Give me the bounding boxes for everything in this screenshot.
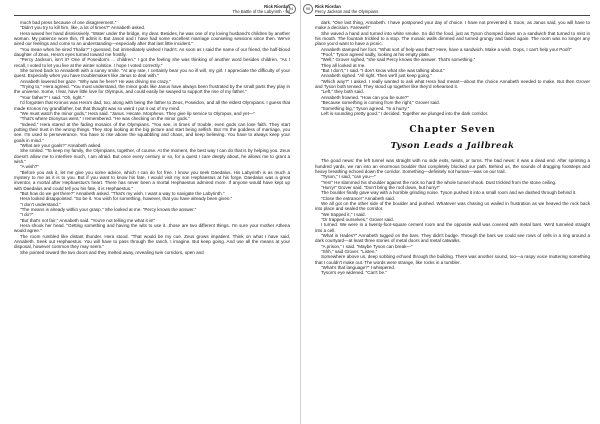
body-paragraph: I'd forgotten that Kronos was Hera's dad, too, along with being the father to Zeus, Poseidon, and all the eldest Olympians. I guess that made Kronos my grandfather, but that thought was so weird I put it out of my mind. (14, 100, 290, 111)
body-paragraph: "Shh," said Grover. "Listen." (321, 249, 378, 255)
body-paragraph: The boulder finally gave way with a horrible grinding noise. Tyson pushed it into a small room and we dashed through behind it. (321, 190, 577, 196)
body-paragraph: She waved a hand and turned into white smoke. So did the food, just as Tyson chomped down on a sandwich that turned to mist in his mouth. The fountain trickled to a stop. The mosaic walls dimmed and turned grungy and faded again. The room was no longer any place you'd want to have a picnic. (315, 30, 590, 47)
body-paragraph: "What are your goals?" Annabeth asked. (20, 142, 102, 148)
body-paragraph: "Didn't you try to kill him, like, a lot of times?" Annabeth asked. (20, 25, 146, 31)
body-paragraph: "Trying to," Hera agreed. "You must understand, the minor gods like Janus have always been frustrated by the small parts they play in the universe. Some, I fear, have little love for Olympus, and could easily be swayed to support the rise of my father." (14, 84, 290, 95)
body-paragraph: Annabeth stamped her foot. "What sort of help was that? Here, have a sandwich. Make a wish. Oops, I can't help you! Poof!" (321, 46, 572, 52)
body-paragraph: "We must watch the minor gods," Hera said. "Janus. Hecate. Morpheus. They give lip service to Olympus, and yet—" (20, 110, 255, 116)
body-paragraph: "I don't understand." (20, 201, 61, 207)
right-page-body-after (315, 158, 590, 276)
body-paragraph: The room rumbled like distant thunder. Hera stood. "That would be my cue. Zeus grows impatient. Think on what I have said, Annabeth. Seek out Hephaestus. You will have to pass through the ranch, I imagine. But keep going. And use all the means at your disposal, however common they may seem." (14, 233, 290, 250)
header-block (315, 4, 378, 14)
header-book-title: The Battle of the Labyrinth - 94 (232, 9, 290, 14)
body-paragraph: Annabeth lowered her gaze. "Why was he here? He was driving me crazy." (20, 78, 171, 84)
body-paragraph: "But how do we get there?" Annabeth asked. "That's my wish. I want a way to navigate the Labyrinth." (20, 191, 225, 196)
body-paragraph: "I do?" (20, 212, 34, 218)
header-series-title: Percy Jackson and the Olympians (315, 9, 379, 14)
body-paragraph: They all looked at me. (321, 62, 366, 68)
body-paragraph: Tyson's eye widened. "Can't be." (321, 270, 387, 276)
body-paragraph: Hera shook her head. "Getting something and having the wits to use it...those are two different things. I'm sure your mother Athena would agree." (14, 223, 290, 234)
body-paragraph: Annabeth frowned. "How can you be sure?" (321, 94, 409, 100)
running-header (315, 4, 590, 16)
body-paragraph: Left is sounding pretty good," I decided. Together we plunged into the dark corridor. (321, 110, 489, 116)
header-block (233, 4, 291, 14)
body-paragraph: "Well," Grover sighed, "she said Percy knows the answer. That's something." (321, 57, 476, 63)
body-paragraph: "But that's not fair," Annabeth said. "You're not telling me what it is!" (20, 217, 156, 223)
body-paragraph: We all got on the other side of the boulder and pushed. Whatever was chasing us wailed in frustration as we heaved the rock back into place and sealed the corridor. (315, 200, 590, 212)
body-paragraph: Somewhere above us, deep sobbing echoed through the building. There was another sound, too—a raspy voice muttering something that I couldn't make out. The words were strange, like rocks in a tumbler. (315, 254, 590, 265)
body-paragraph: much bad press because of one disagreement." (20, 20, 117, 25)
body-paragraph: "Your father?" I said. "Oh, right." (20, 94, 85, 100)
body-paragraph: I turned. We were in a twenty-foot-square cement room and the opposite wall was covered with metal bars. We'd tunneled straight into a cell. (315, 222, 590, 233)
body-paragraph: "Poof," Tyson agreed sadly, looking at his empty plate. (321, 52, 431, 58)
body-paragraph: She pointed toward the two doors and they melted away, revealing twin corridors, open and (20, 249, 204, 255)
body-paragraph: dark. "One last thing, Annabeth. I have postponed your day of choice. I have not prevented it. Soon, as Janus said, you will have to make a decision. Farewell!" (315, 20, 590, 31)
body-paragraph: "Which way?" I asked. I really wanted to ask what Hera had meant—about the choice Annabeth needed to make. But then Grover and Tyson both tensed. They stood up together like they'd rehearsed it. (315, 78, 590, 90)
body-paragraph: "Indeed." Hera stared at the fading mosaics of the Olympians. "You see, in times of trouble, even gods can lose faith. They start putting their trust in the wrong things. They stop looking at the big picture and start being selfish. But I'm the goddess of marriage, you see. I'm used to perseverance. You have to rise above the squabbling and chaos, and keep believing. You have to always keep your goals in mind." (14, 121, 290, 143)
body-paragraph: "Because something is coming from the right," Grover said. (321, 100, 440, 106)
body-paragraph: The good news: the left tunnel was straight with no side exits, twists, or turns. The bad news: it was a dead end. After sprinting a hundred yards, we ran into an enormous boulder that completely blocked our path. Behind us, the sounds of dragging footsteps and heavy breathing echoed down the corridor. Something—definitely not human—was on our trail. (315, 158, 590, 174)
body-paragraph: "But I don't," I said. "I don't know what she was talking about." (321, 68, 445, 74)
body-paragraph: "You mean when he sired Thalia?" I guessed, but immediately wished I hadn't. As soon as I said the name of our friend, the half-blood daughter of Zeus, Hera's eyes turned toward me frostily. (14, 46, 290, 58)
body-paragraph: "What in Hades?" Annabeth tugged on the bars. They didn't budge. Through the bars we could see rows of cells in a ring around a dark courtyard—at least three stories of metal doors and metal catwalks. (315, 233, 590, 244)
header-author: Rick Riordan (264, 4, 290, 9)
body-paragraph: "Left," they both said. (321, 89, 364, 95)
body-paragraph: "The means is already within your grasp." She looked at me. "Percy knows the answer." (20, 207, 197, 213)
body-paragraph: "Yes!" He slammed his shoulder against the rock so hard the whole tunnel shook. Dust trickled from the stone ceiling. (321, 179, 557, 185)
page-number-marker: 94 (286, 4, 296, 14)
body-paragraph: "Hurry!" Grover said. "Don't bring the roof down, but hurry!" (321, 184, 440, 190)
chapter-title: Tyson Leads a Jailbreak (390, 141, 515, 152)
chapter-label: Chapter Seven (409, 125, 496, 136)
right-page-body-before (315, 20, 590, 116)
body-paragraph: "We trapped it," I said. (321, 211, 366, 217)
body-paragraph: Hera looked disappointed. "So be it. You wish for something, however, that you have already been given." (20, 196, 233, 202)
body-paragraph: She smiled. "To keep my family, the Olympians, together, of course. At the moment, the best way I can do that is by helping you. Zeus doesn't allow me to interfere much, I am afraid. But once every century or so, for a quest I care deeply about, he allows me to grant a wish." (14, 148, 290, 164)
page-number-marker: 95 (303, 4, 313, 14)
body-paragraph: "A wish?" (20, 164, 39, 170)
body-paragraph: "What's that language?" I whispered. (321, 265, 396, 271)
body-paragraph: She turned back to Annabeth with a sunny smile. "At any rate, I certainly bear you no ill will, my girl. I appreciate the difficulty of your quest. Especially when you have troublemakers like Janus to deal with." (14, 68, 290, 79)
body-paragraph: "Percy Jackson, isn't it? One of Poseidon's ... children." I got the feeling she was thinking of another word besides children. "As I recall, I voted to let you live at the winter solstice. I hope I voted correctly." (14, 57, 290, 68)
body-paragraph: "Something big," Tyson agreed. "In a hurry." (321, 105, 410, 111)
body-paragraph: "Tyson," I said, "can you—" (321, 174, 376, 180)
body-paragraph: "Or trapped ourselves," Grover said. (321, 216, 394, 222)
body-paragraph: "That's where Dionysus went," I remembered. "He was checking on the minor gods." (20, 116, 190, 122)
running-header (14, 4, 290, 16)
right-page (300, 0, 600, 424)
body-paragraph: Hera waved her hand dismissively. "Water under the bridge, my dear. Besides, he was one of my loving husband's children by another woman. My patience wore thin, I'll admit it. But Jason and I have had some excellent marriage counseling sessions since then. We've aired our feelings and come to an understanding—especially after that last little incident." (14, 30, 290, 47)
header-author: Rick Riordan (315, 4, 341, 9)
body-paragraph: "Close the entrance!" Annabeth said. (321, 195, 396, 201)
body-paragraph: Annabeth sighed. "All right. Then we'll just keep going." (321, 73, 432, 79)
left-page-body (14, 20, 290, 255)
body-paragraph: "A prison," I said. "Maybe Tyson can break—" (321, 243, 413, 249)
body-paragraph: "Before you ask it, let me give you some advice, which I can do for free. I know you seek Daedalus. His Labyrinth is as much a mystery to me as it is to you. But if you want to know his fate, I would visit my son Hephaestus at his forge. Daedalus was a great inventor, a mortal after Hephaestus's heart. There has never been a mortal Hephaestus admired more. If anyone would have kept up with Daedalus and could tell you his fate, it is Hephaestus." (14, 169, 290, 191)
